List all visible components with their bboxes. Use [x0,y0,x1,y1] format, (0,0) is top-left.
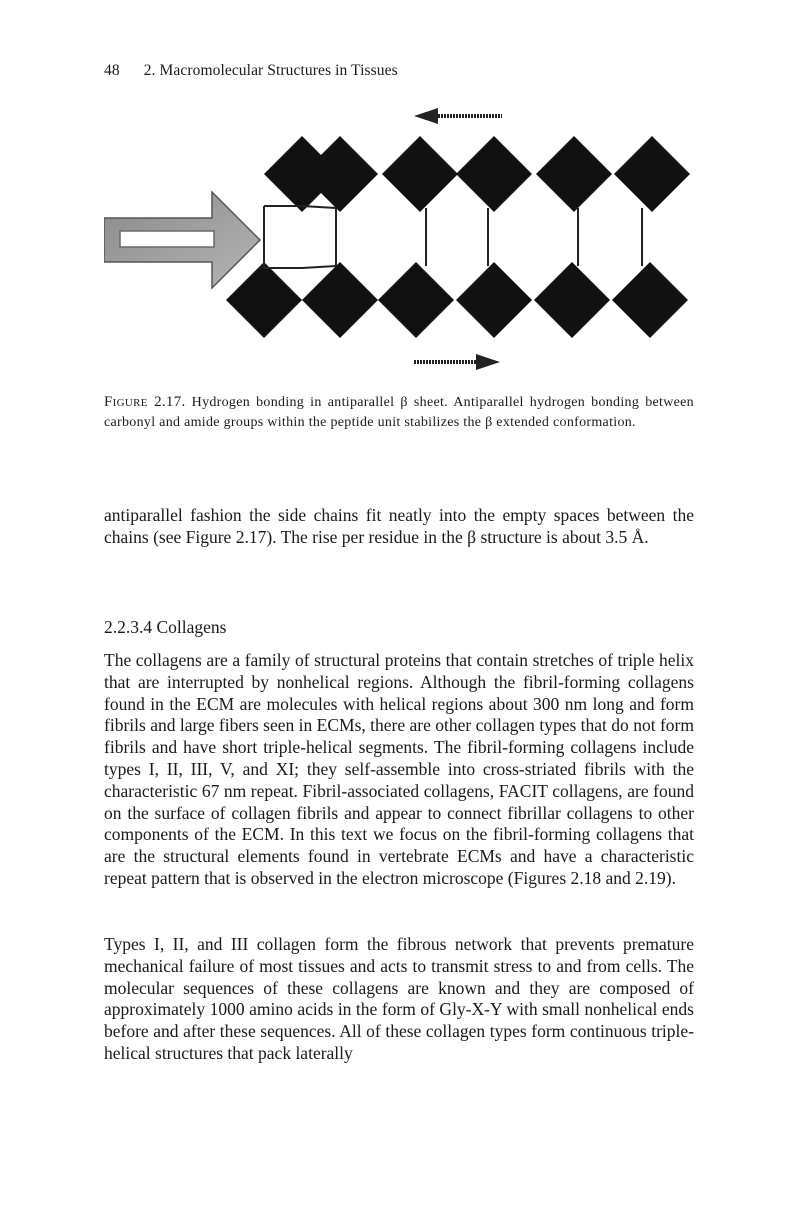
top-diamond-6 [614,136,690,212]
figure-label: Figure 2.17. [104,394,186,410]
bottom-strand-diamonds [226,262,688,338]
page-number: 48 [104,62,120,79]
bottom-diamond-3 [378,262,454,338]
beta-sheet-figure [104,100,698,380]
chapter-title: 2. Macromolecular Structures in Tissues [143,62,398,79]
paragraph-text: Types I, II, and III collagen form the fibrous network that prevents premature mechanical failure of most tissues and acts to transmit stress to and from cells. The molecular sequences of these collagens are known and they are composed of approximately 1000 amino acids in the form of Gly-X-Y with small nonhelical ends before and after these sequences. All of these collagen types form continuous triple-helical structures that pack laterally [104,934,694,1063]
top-diamond-5 [536,136,612,212]
bottom-diamond-2 [302,262,378,338]
bottom-diamond-1 [226,262,302,338]
bottom-strand-direction-arrow [414,354,500,370]
paragraph-text: antiparallel fashion the side chains fit neatly into the empty spaces between the chains (see Figure 2.17). The rise per residue in the β structure is about 3.5 Å. [104,505,694,547]
top-diamond-4 [456,136,532,212]
bottom-diamond-4 [456,262,532,338]
beta-sheet-diagram [104,100,698,380]
paragraph-beta-continuation [104,505,694,549]
top-strand-diamonds [264,136,690,212]
viewing-direction-arrow [104,192,260,288]
figure-caption-text: Hydrogen bonding in antiparallel β sheet. Antiparallel hydrogen bonding between carbonyl and amide groups within the peptide unit stabilizes the β extended conformation. [104,395,694,430]
paragraph-text: The collagens are a family of structural proteins that contain stretches of triple helix that are interrupted by nonhelical regions. Although the fibril-forming collagens found in the ECM are molecules with helical regions about 300 nm long and form fibrils and large fibers seen in ECMs, there are other collagen types that do not form fibrils and have short triple-helical segments. The fibril-forming collagens include types I, II, III, V, and XI; they self-assemble into cross-striated fibrils with the characteristic 67 nm repeat. Fibril-associated collagens, FACIT collagens, are found on the surface of collagen fibrils and appear to connect fibrillar collagens to other components of the ECM. In this text we focus on the fibril-forming collagens that are the structural elements found in vertebrate ECMs and have a characteristic repeat pattern that is observed in the electron microscope (Figures 2.18 and 2.19). [104,650,694,888]
figure-caption [104,392,694,433]
top-diamond-3 [382,136,458,212]
paragraph-collagens-intro [104,650,694,890]
running-header [104,62,398,80]
bottom-diamond-5 [534,262,610,338]
bottom-diamond-6 [612,262,688,338]
section-heading: 2.2.3.4 Collagens [104,617,227,637]
hydrogen-bond-lines [264,206,642,268]
paragraph-collagen-types [104,934,694,1065]
top-strand-direction-arrow [414,108,502,124]
